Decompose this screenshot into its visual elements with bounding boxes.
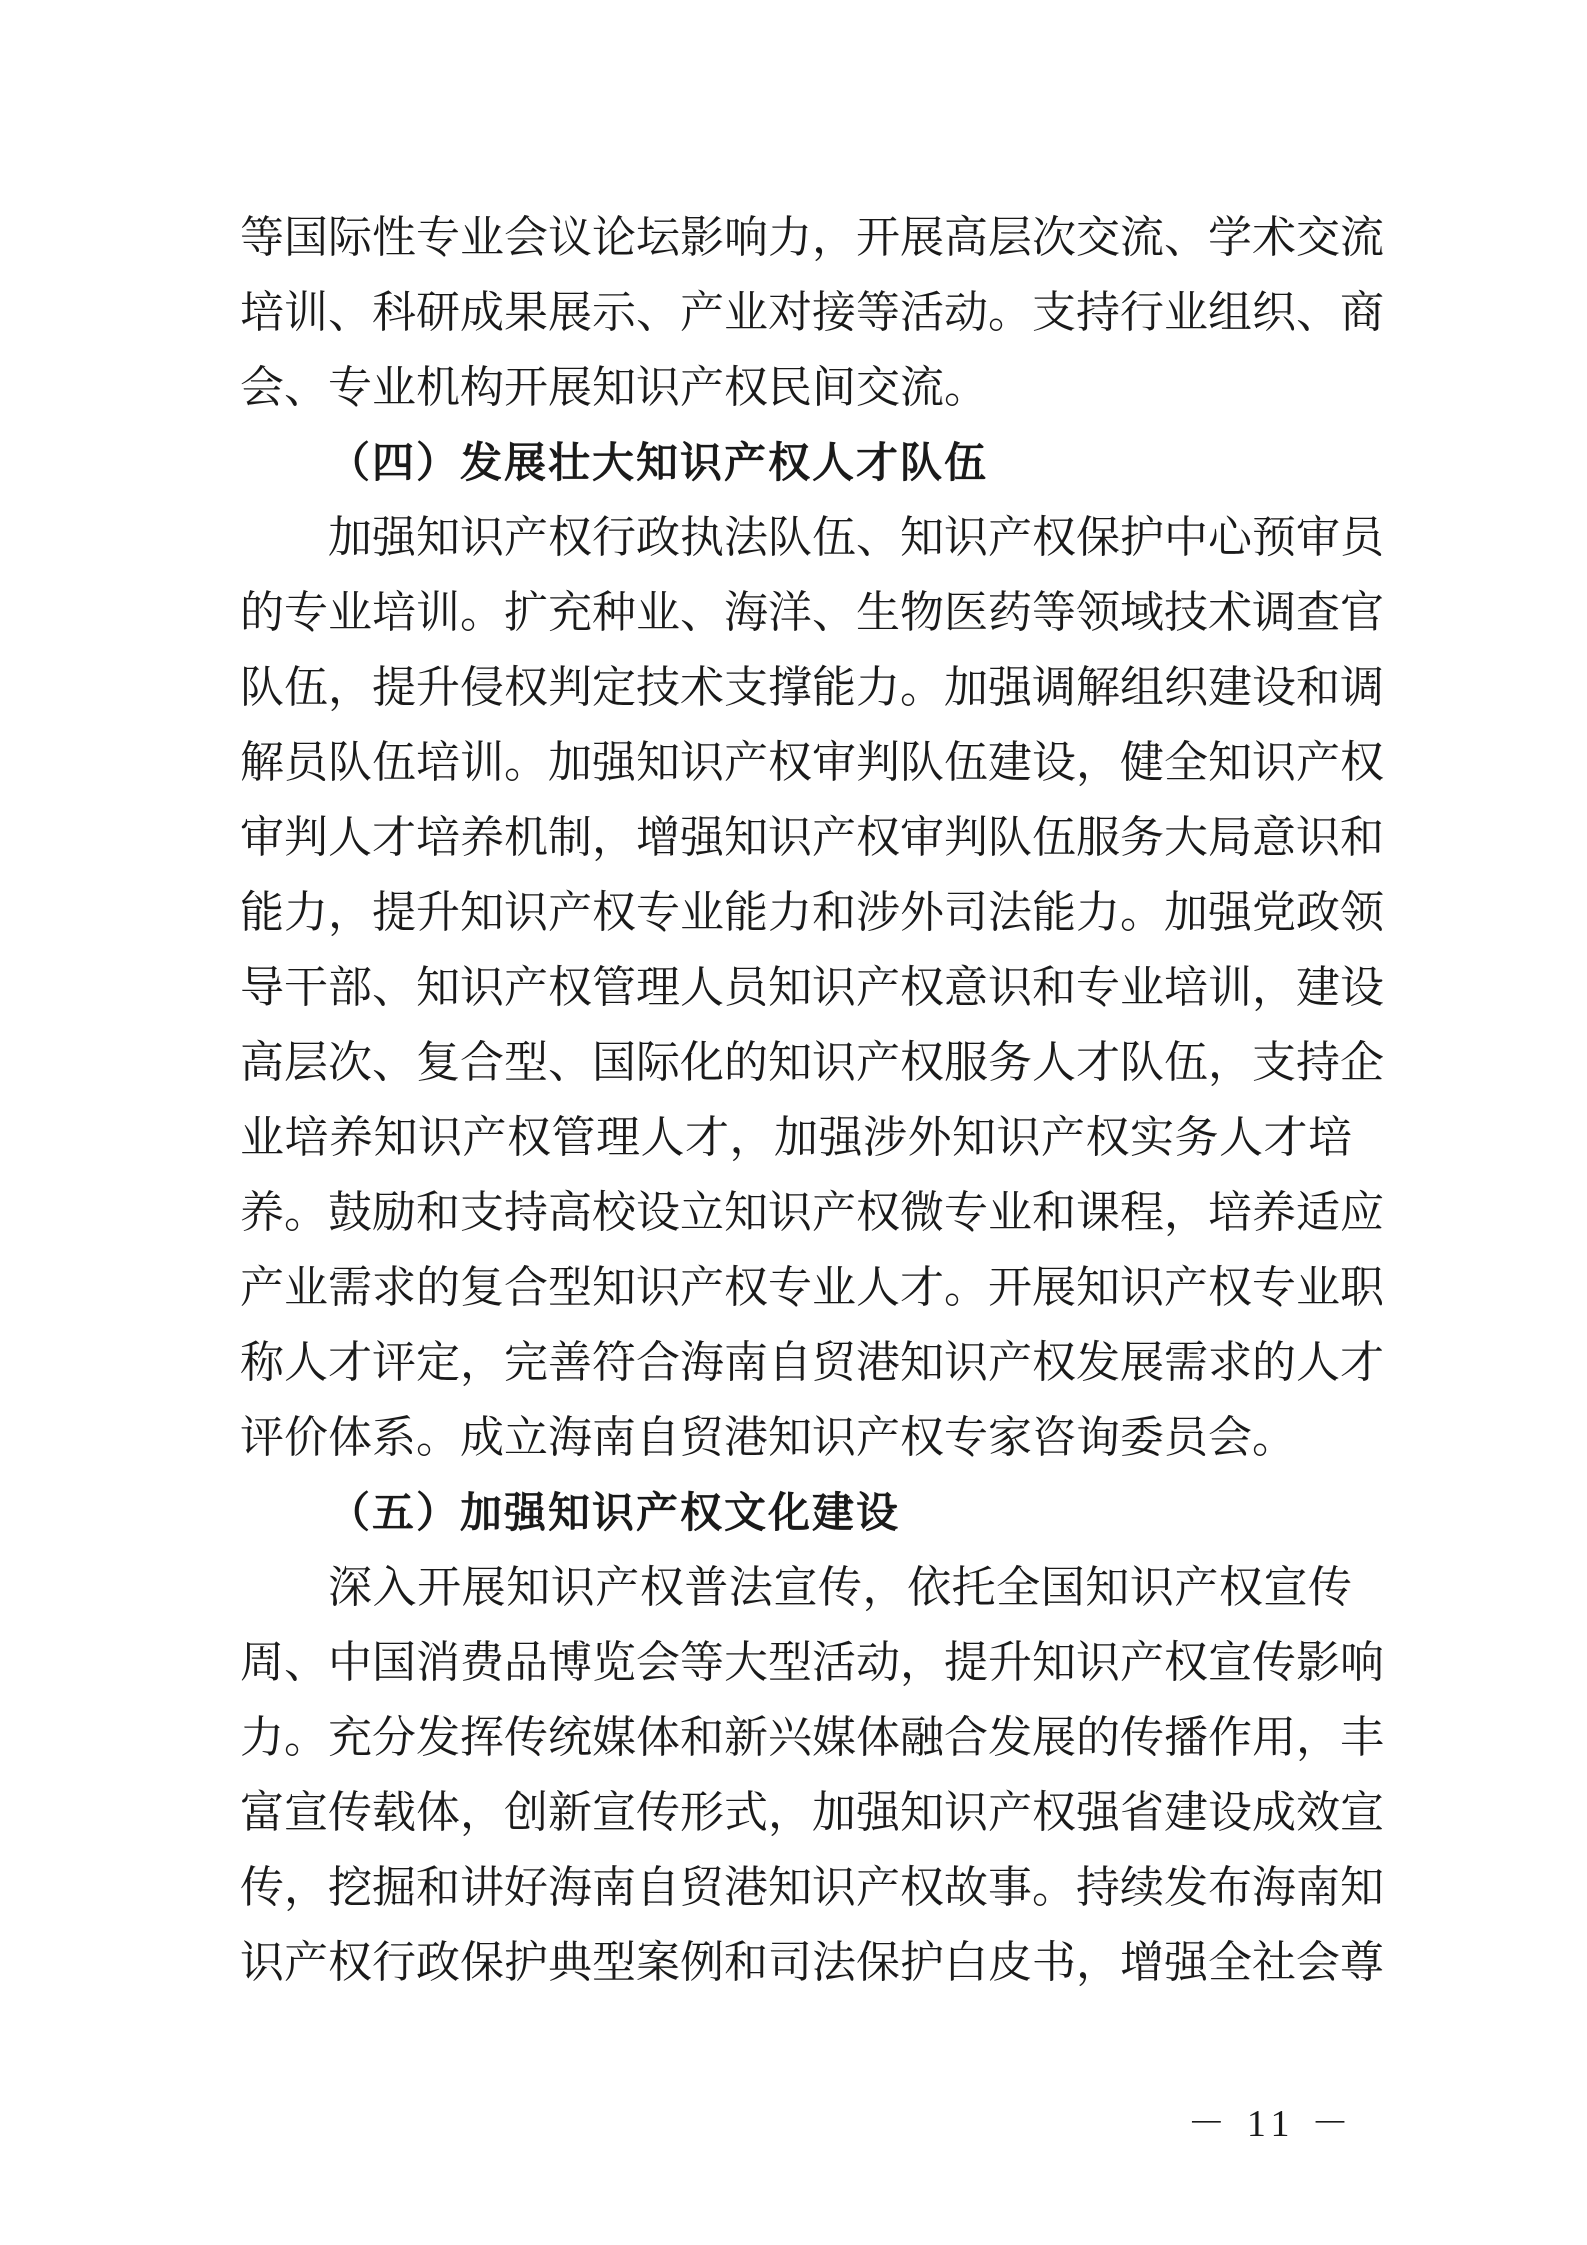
section-heading: （五）加强知识产权文化建设	[328, 1488, 901, 1537]
body-line: 的专业培训。扩充种业、海洋、生物医药等领域技术调查官	[240, 587, 1384, 638]
body-line: 传，挖掘和讲好海南自贸港知识产权故事。持续发布海南知	[240, 1862, 1384, 1913]
body-line: 培训、科研成果展示、产业对接等活动。支持行业组织、商	[240, 287, 1384, 338]
body-line: 周、中国消费品博览会等大型活动，提升知识产权宣传影响	[240, 1637, 1384, 1688]
body-line: 等国际性专业会议论坛影响力，开展高层次交流、学术交流	[240, 212, 1384, 263]
body-line: 评价体系。成立海南自贸港知识产权专家咨询委员会。	[240, 1412, 1296, 1463]
body-line: 能力，提升知识产权专业能力和涉外司法能力。加强党政领	[240, 887, 1384, 938]
body-line: 加强知识产权行政执法队伍、知识产权保护中心预审员	[328, 512, 1384, 563]
body-line: 识产权行政保护典型案例和司法保护白皮书，增强全社会尊	[240, 1937, 1384, 1988]
body-line: 解员队伍培训。加强知识产权审判队伍建设，健全知识产权	[240, 737, 1384, 788]
body-line: 养。鼓励和支持高校设立知识产权微专业和课程，培养适应	[240, 1187, 1384, 1238]
body-line: 称人才评定，完善符合海南自贸港知识产权发展需求的人才	[240, 1337, 1384, 1388]
body-line: 富宣传载体，创新宣传形式，加强知识产权强省建设成效宣	[240, 1787, 1384, 1838]
body-line: 导干部、知识产权管理人员知识产权意识和专业培训，建设	[240, 962, 1384, 1013]
body-line: 会、专业机构开展知识产权民间交流。	[240, 362, 988, 413]
body-line: 队伍，提升侵权判定技术支撑能力。加强调解组织建设和调	[240, 662, 1384, 713]
body-line: 审判人才培养机制，增强知识产权审判队伍服务大局意识和	[240, 812, 1384, 863]
body-line: 产业需求的复合型知识产权专业人才。开展知识产权专业职	[240, 1262, 1384, 1313]
section-heading: （四）发展壮大知识产权人才队伍	[328, 438, 989, 487]
document-body	[240, 200, 1384, 2000]
body-line: 力。充分发挥传统媒体和新兴媒体融合发展的传播作用，丰	[240, 1712, 1384, 1763]
page-number: － 11 －	[1187, 2103, 1355, 2145]
body-line: 高层次、复合型、国际化的知识产权服务人才队伍，支持企	[240, 1037, 1384, 1088]
body-line: 业培养知识产权管理人才，加强涉外知识产权实务人才培	[240, 1112, 1352, 1163]
body-line: 深入开展知识产权普法宣传，依托全国知识产权宣传	[328, 1562, 1352, 1613]
